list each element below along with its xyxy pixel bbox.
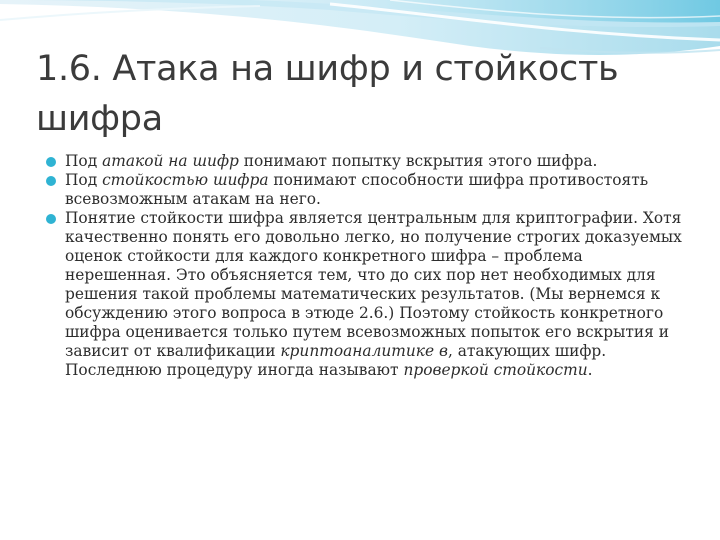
bullet-text: Понятие стойкости шифра является центральным для криптографии. Хотя качественно понять его довольно легко, но получение строгих доказуемых оценок стойкости для каждого конкретного шифра – проблема нерешенная. Это объясняется тем, что до сих пор нет необходимых для решения такой проблемы математических результатов. (Мы вернемся к обсуждению этого вопроса в этюде 2.6.) Поэтому стойкость конкретного шифра оценивается только путем всевозможных попыток его вскрытия и зависит от квалификации bbox=[65, 209, 682, 360]
bullet-term-italic: атакой на шифр bbox=[102, 152, 239, 170]
bullet-list bbox=[46, 152, 686, 380]
bullet-text: понимают попытку вскрытия этого шифра. bbox=[238, 152, 598, 170]
bullet-item bbox=[46, 209, 686, 380]
bullet-text: понимают способности шифра противостоять всевозможным атакам на него. bbox=[65, 171, 649, 208]
bullet-dot-icon bbox=[46, 176, 56, 186]
bullet-dot-icon bbox=[46, 157, 56, 167]
bullet-term-italic: проверкой стойкости bbox=[403, 361, 588, 379]
bullet-term-italic: криптоаналитике в bbox=[280, 342, 448, 360]
bullet-item bbox=[46, 152, 686, 171]
bullet-text: , атакующих шифр. Последнюю процедуру иногда называют bbox=[65, 342, 607, 379]
bullet-item bbox=[46, 171, 686, 209]
bullet-dot-icon bbox=[46, 214, 56, 224]
bullet-text: Под bbox=[65, 171, 103, 189]
slide-title: 1.6. Атака на шифр и стойкость шифра bbox=[36, 49, 619, 139]
bullet-text: Под bbox=[65, 152, 103, 170]
bullet-text: . bbox=[587, 361, 593, 379]
bullet-term-italic: стойкостью шифра bbox=[102, 171, 269, 189]
